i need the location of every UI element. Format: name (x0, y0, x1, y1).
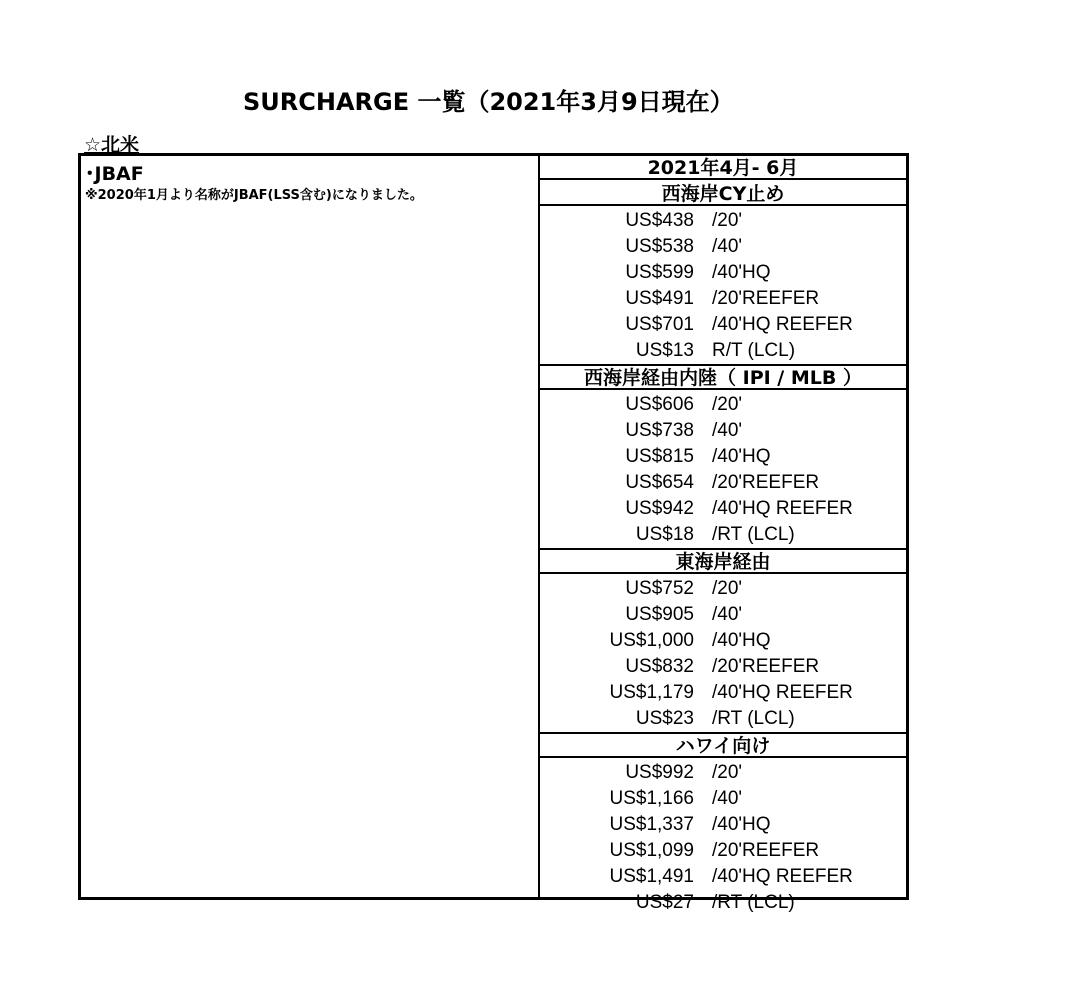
rate-unit: /40'HQ REEFER (712, 314, 853, 335)
rate-row (540, 496, 906, 522)
rate-unit: /40' (712, 788, 743, 809)
rate-unit: /40' (712, 420, 743, 441)
surcharge-table (78, 153, 909, 913)
rate-unit: R/T (LCL) (712, 340, 796, 361)
rate-row (540, 312, 906, 338)
rate-unit: /20'REEFER (712, 472, 820, 493)
rate-amount: US$1,099 (609, 840, 694, 861)
rate-unit: /20'REEFER (712, 656, 820, 677)
rate-row (540, 444, 906, 470)
region-heading: ☆北米 (84, 134, 140, 156)
rate-unit: /40'HQ REEFER (712, 498, 853, 519)
rate-amount: US$1,179 (609, 682, 694, 703)
rate-row (540, 576, 906, 602)
rate-row (540, 338, 906, 364)
rate-unit: /RT (LCL) (712, 892, 795, 913)
rate-amount: US$1,337 (609, 814, 694, 835)
rate-row (540, 864, 906, 890)
item-note: ※2020年1月より名称がJBAF(LSS含む)になりました。 (85, 188, 423, 203)
rate-amount: US$606 (625, 394, 694, 415)
rate-amount: US$992 (625, 762, 694, 783)
rate-row (540, 838, 906, 864)
rate-unit: /40'HQ REEFER (712, 866, 853, 887)
rate-amount: US$18 (635, 524, 694, 545)
rate-row (540, 680, 906, 706)
rate-amount: US$752 (625, 578, 694, 599)
rate-row (540, 760, 906, 786)
section-header: ハワイ向け (540, 732, 906, 758)
rate-unit: /40' (712, 604, 743, 625)
rate-unit: /20' (712, 578, 743, 599)
rate-row (540, 628, 906, 654)
rate-row (540, 208, 906, 234)
section-header: 西海岸CY止め (540, 182, 906, 206)
rate-unit: /40'HQ (712, 262, 771, 283)
section-header: 西海岸経由内陸（ IPI / MLB ） (540, 364, 906, 390)
rate-amount: US$438 (625, 210, 694, 231)
rate-amount: US$701 (625, 314, 694, 335)
rate-row (540, 522, 906, 548)
rate-row (540, 602, 906, 628)
rate-row (540, 418, 906, 444)
rate-amount: US$23 (635, 708, 694, 729)
rate-amount: US$738 (625, 420, 694, 441)
section-header: 東海岸経由 (540, 548, 906, 574)
rate-unit: /40'HQ (712, 446, 771, 467)
rate-row (540, 812, 906, 838)
rate-unit: /RT (LCL) (712, 708, 795, 729)
rate-row (540, 786, 906, 812)
rate-row (540, 470, 906, 496)
rate-unit: /20' (712, 394, 743, 415)
rate-row (540, 706, 906, 732)
rate-row (540, 392, 906, 418)
rate-amount: US$1,166 (609, 788, 694, 809)
rate-amount: US$491 (625, 288, 694, 309)
rate-amount: US$599 (625, 262, 694, 283)
rate-amount: US$1,491 (609, 866, 694, 887)
rate-amount: US$1,000 (609, 630, 694, 651)
rate-row (540, 234, 906, 260)
rate-amount: US$654 (625, 472, 694, 493)
rate-unit: /20'REEFER (712, 288, 820, 309)
rate-row (540, 654, 906, 680)
rates-column (540, 156, 906, 913)
rate-amount: US$832 (625, 656, 694, 677)
rate-amount: US$27 (635, 892, 694, 913)
period-header: 2021年4月- 6月 (540, 156, 906, 180)
rate-unit: /RT (LCL) (712, 524, 795, 545)
rate-unit: /40' (712, 236, 743, 257)
rate-amount: US$815 (625, 446, 694, 467)
rate-row (540, 890, 906, 916)
item-column (81, 156, 540, 897)
rate-amount: US$942 (625, 498, 694, 519)
rate-amount: US$538 (625, 236, 694, 257)
rate-unit: /40'HQ (712, 630, 771, 651)
page-title: SURCHARGE 一覧（2021年3月9日現在） (243, 88, 734, 116)
item-title: ･JBAF (85, 163, 144, 185)
rate-unit: /20' (712, 210, 743, 231)
rate-row (540, 260, 906, 286)
rate-unit: /20'REEFER (712, 840, 820, 861)
rate-amount: US$13 (635, 340, 694, 361)
rate-amount: US$905 (625, 604, 694, 625)
rate-unit: /40'HQ REEFER (712, 682, 853, 703)
rate-unit: /20' (712, 762, 743, 783)
rate-unit: /40'HQ (712, 814, 771, 835)
rate-row (540, 286, 906, 312)
